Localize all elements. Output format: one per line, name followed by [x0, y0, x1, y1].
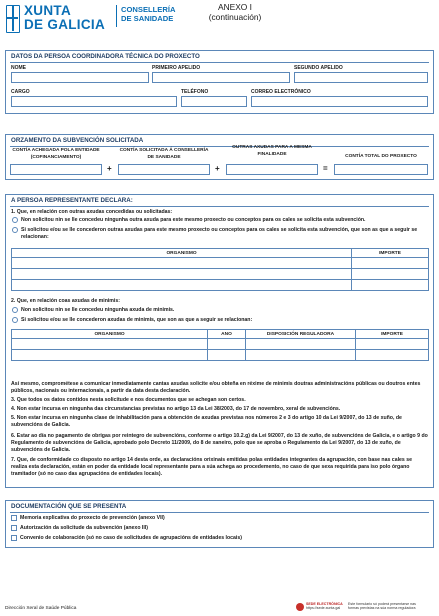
cargo-field[interactable]: [11, 96, 177, 107]
col-organismo: ORGANISMO: [12, 249, 352, 258]
xunta-emblem-icon: [6, 5, 20, 33]
q1-yes-radio[interactable]: [12, 227, 18, 233]
table-cell[interactable]: [352, 280, 429, 291]
table-cell[interactable]: [352, 258, 429, 269]
table-row: [12, 269, 429, 280]
table-row: [12, 280, 429, 291]
q1-no-radio[interactable]: [12, 217, 18, 223]
question-1: 1. Que, en relación con outras axudas concedidas ou solicitadas:: [11, 209, 173, 215]
table-cell[interactable]: [12, 350, 208, 361]
xunta-wordmark: [24, 4, 105, 32]
nome-label: NOME: [11, 65, 26, 71]
sede-title: SEDE ELECTRÓNICA: [306, 602, 343, 606]
declaration-5: 5. Non estar incursa en ningunha clase de inhabilitación para a obtención de axudas previstas nos números 2 e 3 do artigo 10 da Lei 9/2007, do 13 de xuño, de subvencións de Galicia.: [11, 415, 402, 428]
declaration-6: 6. Estar ao día no pagamento de obrigas por reintegro de subvencións, conforme o artigo 10.2.g) da Lei 9/2007, do 13 de xuño, de subvencións de Galicia, e o artigo 9 do Regulamento de subvencións de Galicia, aprobado polo Decreto 11/2009, do 8 de xaneiro, polo que se aproba o Regulamento da Lei 9/2007, do 13 de xuño, de subvencións de Galicia.: [11, 433, 428, 453]
q2-yes-label: Si solicitou e/ou se lle concederon axudas de minimis, que son as que a seguir se relacionan:: [21, 317, 253, 323]
table-cell[interactable]: [208, 339, 246, 350]
annex-title: [190, 3, 280, 22]
budget-col1-label: CONTÍA ACHEGADA POLA ENTIDADE (COFINANCIAMENTO): [12, 148, 100, 160]
cargo-label: CARGO: [11, 89, 30, 95]
doc-memoria-checkbox[interactable]: [11, 515, 17, 521]
footer-note-line2: formas previstas na súa norma reguladora: [348, 606, 416, 611]
section-divider: [10, 146, 429, 147]
table-cell[interactable]: [12, 269, 352, 280]
budget-col2-label: CONTÍA SOLICITADA Á CONSELLERÍA DE SANIDADE: [119, 148, 209, 160]
plus-sign: +: [215, 164, 220, 173]
logo-line-2: DE GALICIA: [24, 17, 106, 32]
requested-amount-field[interactable]: [118, 164, 210, 175]
doc-convenio-label: Convenio de colaboración (só no caso de solicitudes de agrupacións de entidades locais): [20, 535, 242, 541]
declaration-3: 3. Que todos os datos contidos nesta solicitude e nos documentos que se achegan son certos.: [11, 397, 246, 403]
table-row: [12, 339, 429, 350]
q1-no-label: Non solicitou nin se lle concedeu ningunha outra axuda para este mesmo proxecto ou conceptos para os cales se solicita esta subvención.: [21, 217, 366, 223]
table-cell[interactable]: [356, 339, 429, 350]
table-header-row: [12, 249, 429, 258]
section-divider: [10, 62, 429, 63]
plus-sign: +: [107, 164, 112, 173]
correo-label: CORREO ELECTRÓNICO: [251, 89, 311, 95]
footer-note-line1: Este formulario só poderá presentarse nas: [348, 602, 416, 606]
page-header: [0, 0, 439, 40]
section-divider: [10, 512, 429, 513]
footer-department: Dirección Xeral de Saúde Pública: [5, 606, 77, 611]
q2-no-radio[interactable]: [12, 307, 18, 313]
table-cell[interactable]: [246, 350, 356, 361]
q1-yes-label: Si solicitou e/ou se lle concederon outras axudas para este mesmo proxecto ou conceptos para os cales se solicita esta subvención, que son as que a seguir se relacionan:: [21, 227, 418, 240]
doc-memoria-label: Memoria explicativa do proxecto de prevención (anexo VII): [20, 515, 165, 521]
sede-logo-icon: [296, 603, 304, 611]
xunta-logo: [6, 3, 176, 37]
table-cell[interactable]: [12, 339, 208, 350]
consellaria-line-2: DE SANIDADE: [121, 14, 174, 23]
consellaria-line-1: CONSELLERÍA: [121, 5, 176, 14]
declaration-4: 4. Non estar incursa en ningunha das circunstancias previstas no artigo 13 da Lei 38/2003, do 17 de novembro, xeral de subvencións.: [11, 406, 341, 412]
col-organismo: ORGANISMO: [12, 330, 208, 339]
minimis-commitment: Así mesmo, comprométese a comunicar inmediatamente cantas axudas solicite e/ou obteña en réxime de minimis doutras administracións públicas ou doutros entes públicos, nacionais ou internacionais, a partir da data desta declaración.: [11, 381, 421, 394]
telefono-field[interactable]: [181, 96, 247, 107]
section-divider: [10, 206, 429, 207]
total-amount-field[interactable]: [334, 164, 428, 175]
coordinator-title: DATOS DA PERSOA COORDINADORA TÉCNICA DO PROXECTO: [11, 53, 200, 60]
apelido1-field[interactable]: [152, 72, 290, 83]
declaration-7: 7. Que, de conformidade co disposto no artigo 14 desta orde, as declaracións orixinais emitidas polas entidades integrantes da agrupación, con base nas cales se realiza esta declaración, están en poder da entidade local representante para a súa achega ao procedemento, no caso de que sexa requirida para iso polo órgano tramitador (só no caso das agrupacións de entidades locais).: [11, 457, 413, 477]
table-header-row: [12, 330, 429, 339]
other-aids-table: [11, 248, 429, 291]
table-row: [12, 258, 429, 269]
correo-field[interactable]: [251, 96, 428, 107]
equals-sign: =: [323, 164, 328, 173]
other-aid-field[interactable]: [226, 164, 318, 175]
footer-sede: [306, 602, 343, 611]
annex-name: ANEXO I: [218, 2, 252, 12]
doc-autorizacion-label: Autorización da solicitude da subvención (anexo III): [20, 525, 148, 531]
budget-title: ORZAMENTO DA SUBVENCIÓN SOLICITADA: [11, 137, 144, 144]
table-row: [12, 350, 429, 361]
documentation-section: [5, 500, 434, 548]
table-cell[interactable]: [12, 258, 352, 269]
logo-line-1: XUNTA: [24, 3, 71, 18]
doc-autorizacion-checkbox[interactable]: [11, 525, 17, 531]
table-cell[interactable]: [246, 339, 356, 350]
declaration-section: [5, 194, 434, 488]
table-cell[interactable]: [356, 350, 429, 361]
documentation-title: DOCUMENTACIÓN QUE SE PRESENTA: [11, 503, 127, 510]
col-disposicion: DISPOSICIÓN REGULADORA: [246, 330, 356, 339]
nome-field[interactable]: [11, 72, 149, 83]
doc-convenio-checkbox[interactable]: [11, 535, 17, 541]
apelido2-field[interactable]: [294, 72, 428, 83]
table-cell[interactable]: [208, 350, 246, 361]
apelido2-label: SEGUNDO APELIDO: [294, 65, 343, 71]
budget-col4-label: CONTÍA TOTAL DO PROXECTO: [345, 154, 417, 159]
consellaria-label: [116, 5, 175, 27]
cofinancing-field[interactable]: [10, 164, 102, 175]
telefono-label: TELÉFONO: [181, 89, 209, 95]
declaration-title: A PERSOA REPRESENTANTE DECLARA:: [11, 197, 133, 204]
budget-section: [5, 134, 434, 180]
footer-note: [348, 602, 436, 611]
coordinator-section: [5, 50, 434, 114]
question-2: 2. Que, en relación coas axudas de minimis:: [11, 298, 120, 304]
minimis-aids-table: [11, 329, 429, 361]
q2-no-label: Non solicitou nin se lle concedeu ningunha axuda de minimis.: [21, 307, 175, 313]
table-cell[interactable]: [352, 269, 429, 280]
table-cell[interactable]: [12, 280, 352, 291]
col-ano: ANO: [208, 330, 246, 339]
apelido1-label: PRIMEIRO APELIDO: [152, 65, 201, 71]
q2-yes-radio[interactable]: [12, 317, 18, 323]
budget-col3-label: OUTRAS AXUDAS PARA A MESMA FINALIDADE: [232, 145, 312, 157]
col-importe: IMPORTE: [356, 330, 429, 339]
annex-continuation: (continuación): [208, 11, 262, 22]
sede-url[interactable]: https://sede.xunta.gal: [306, 606, 341, 611]
col-importe: IMPORTE: [352, 249, 429, 258]
